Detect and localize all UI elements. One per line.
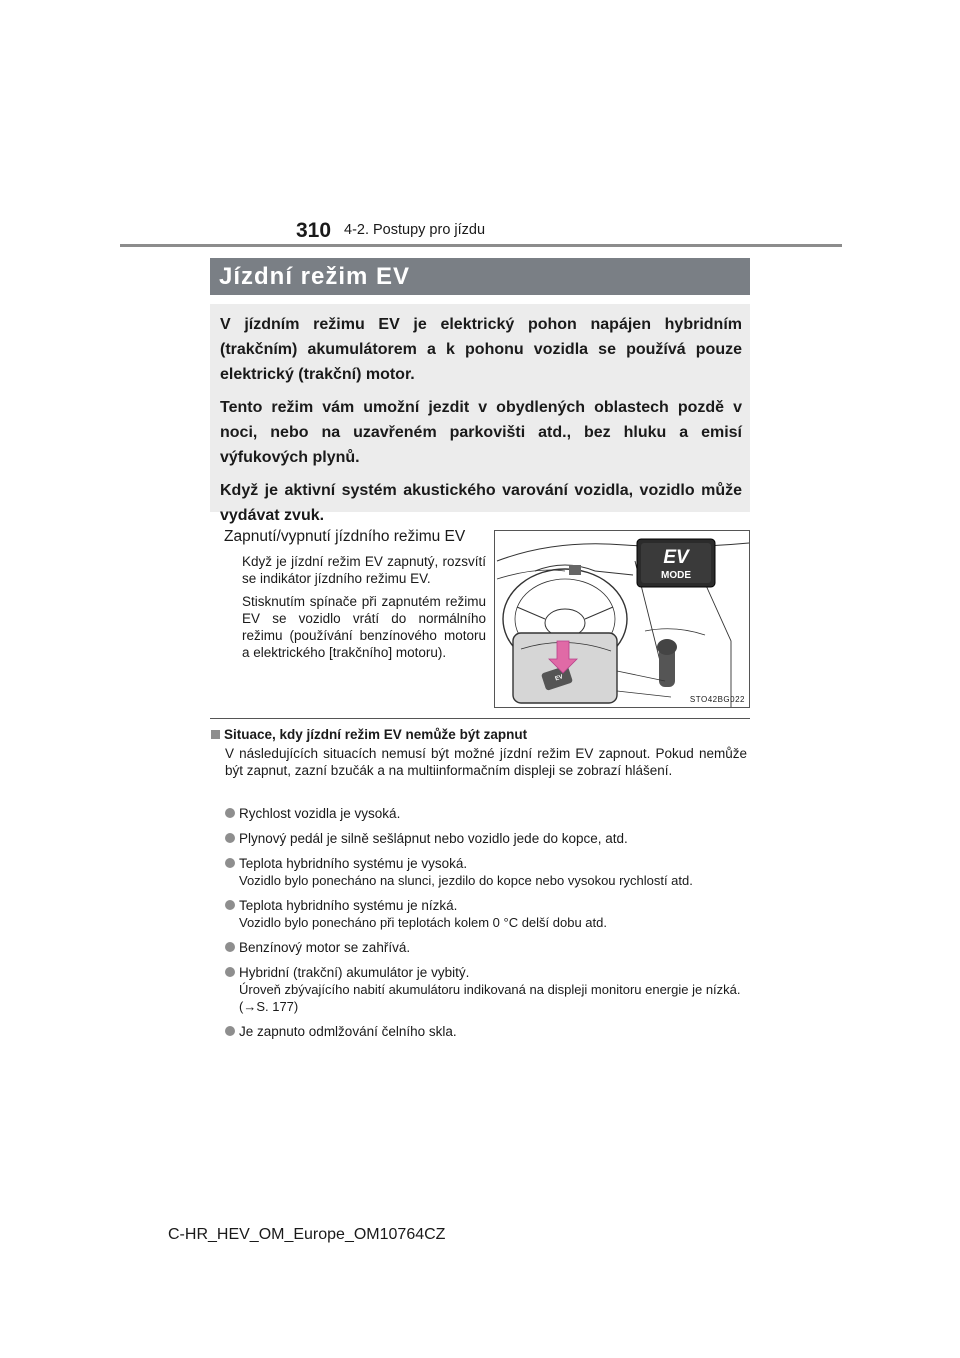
intro-box [210,304,750,524]
list-item [225,805,750,822]
switch-paragraph: Stisknutím spínače při zapnutém režimu EV se vozidlo vrátí do normálního režimu (používání benzínového motoru a elektrického [trakčního] motoru). [242,594,486,660]
inset-ev-label: EV [554,674,564,683]
situations-intro: V následujících situacích nemusí být možné jízdní režim EV zapnout. Pokud nemůže být zapnut, zazní bzučák a na multiinformačním displeji se zobrazí hlášení. [225,746,747,778]
figure-code: STO42BG022 [689,695,745,704]
page-number: 310 [296,219,332,242]
bullet-icon [225,808,235,818]
intro-paragraph: V jízdním režimu EV je elektrický pohon napájen hybridním (trakčním) akumulátorem a k pohonu vozidla se používá pouze elektrický (trakční) motor. [220,316,742,383]
section-rule [210,718,750,719]
item-text: Rychlost vozidla je vysoká. [239,806,401,821]
footer-doc-id: C-HR_HEV_OM_Europe_OM10764CZ [168,1226,446,1243]
item-text: Hybridní (trakční) akumulátor je vybitý. [239,965,470,980]
square-marker-icon [211,730,220,739]
item-text: Teplota hybridního systému je vysoká. [239,856,468,871]
dashboard-drawing [495,531,750,708]
bullet-icon [225,1026,235,1036]
intro-paragraph: Tento režim vám umožní jezdit v obydlených oblastech pozdě v noci, nebo na uzavřeném parkovišti atd., bez hluku a emisí výfukových plynů. [220,399,742,466]
switch-heading: Zapnutí/vypnutí jízdního režimu EV [224,528,466,545]
switch-paragraph: Když je jízdní režim EV zapnutý, rozsvítí se indikátor jízdního režimu EV. [242,554,486,586]
list-item [225,830,750,847]
item-text: Teplota hybridního systému je nízká. [239,898,458,913]
item-note: Vozidlo bylo ponecháno při teplotách kolem 0 °C delší dobu atd. [239,915,607,930]
ev-button-label: EV [663,547,689,568]
item-note: Vozidlo bylo ponecháno na slunci, jezdilo do kopce nebo vysokou rychlostí atd. [239,873,693,888]
intro-paragraph: Když je aktivní systém akustického varování vozidla, vozidlo může vydávat zvuk. [220,482,742,524]
bullet-icon [225,858,235,868]
bullet-icon [225,942,235,952]
bullet-icon [225,900,235,910]
switch-body [242,553,486,667]
page-title: Jízdní režim EV [210,258,750,295]
situations-heading-text: Situace, kdy jízdní režim EV nemůže být zapnut [224,727,528,742]
item-note: Úroveň zbývajícího nabití akumulátoru indikovaná na displeji monitoru energie je nízká. (→S. 177) [239,982,741,1014]
list-item [225,964,750,1015]
situations-heading [211,727,527,742]
list-item [225,1023,750,1040]
list-item [225,855,750,889]
section-path: 4-2. Postupy pro jízdu [344,222,486,238]
mode-button-label: MODE [661,570,691,581]
list-item [225,897,750,931]
situations-list [225,805,750,1048]
list-item [225,939,750,956]
item-text: Je zapnuto odmlžování čelního skla. [239,1024,457,1039]
item-text: Plynový pedál je silně sešlápnut nebo vozidlo jede do kopce, atd. [239,831,628,846]
bullet-icon [225,967,235,977]
bullet-icon [225,833,235,843]
header-rule [120,244,842,247]
item-text: Benzínový motor se zahřívá. [239,940,411,955]
ev-mode-illustration [494,530,750,708]
